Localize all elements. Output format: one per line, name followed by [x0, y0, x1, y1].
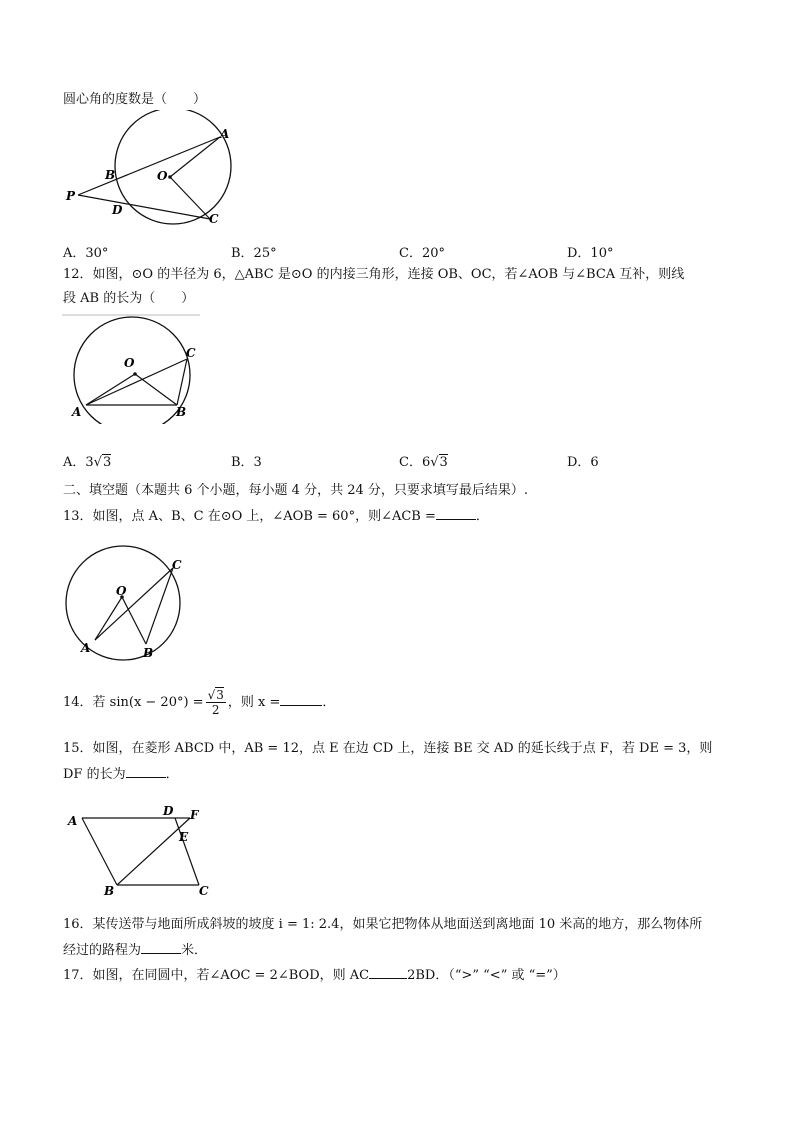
q12-option-a: A．3√3: [63, 455, 112, 470]
q13-label-c: C: [172, 558, 182, 572]
q12-figure: [62, 312, 202, 424]
q13-label-a: A: [81, 641, 91, 655]
section-2-title: 二、填空题（本题共 6 个小题，每小题 4 分，共 24 分，只要求填写最后结果）.: [63, 483, 529, 498]
q14-fraction: $\frac{√3}{2}$: [207, 688, 224, 717]
q17-answer-blank[interactable]: [369, 966, 407, 979]
q11-tail-text: 圆心角的度数是（ ）: [63, 92, 207, 107]
q12-option-b: B．3: [231, 455, 262, 470]
q12-label-c: C: [186, 346, 196, 360]
q15-text-line2: DF 的长为 ．: [63, 767, 179, 782]
q12-label-a: A: [72, 405, 82, 419]
q11-option-a: A．30°: [63, 246, 109, 261]
q12-text-line2: 段 AB 的长为（ ）: [63, 291, 195, 306]
q12-label-b: B: [176, 405, 187, 419]
q16-text-line1: 16．某传送带与地面所成斜坡的坡度 i = 1: 2.4，如果它把物体从地面送到离地面 10 米高的地方，那么物体所: [63, 917, 703, 932]
q15-label-a: A: [68, 814, 78, 828]
q15-label-e: E: [179, 830, 189, 844]
q14-answer-blank[interactable]: [280, 693, 322, 706]
q15-label-c: C: [199, 884, 209, 898]
q12-option-c: C．6√3: [399, 455, 448, 470]
q11-option-c: C．20°: [399, 246, 445, 261]
q12-text-line1: 12．如图，⊙O 的半径为 6，△ABC 是⊙O 的内接三角形，连接 OB、OC，若∠AOB 与∠BCA 互补，则线: [63, 267, 685, 282]
q11-label-b: B: [105, 168, 116, 182]
q12-option-d: D．6: [567, 455, 599, 470]
q17-text: 17．如图，在同圆中，若∠AOC = 2∠BOD，则 AC 2BD．（“>” “<” 或 “=”）: [63, 968, 566, 983]
q15-label-d: D: [163, 805, 174, 818]
q15-answer-blank[interactable]: [126, 765, 166, 778]
q13-label-o: O: [116, 584, 127, 598]
q15-figure: [62, 805, 222, 900]
q11-label-p: P: [66, 189, 76, 203]
q13-answer-blank[interactable]: [436, 507, 476, 520]
q15-text-line1: 15．如图，在菱形 ABCD 中，AB = 12，点 E 在边 CD 上，连接 BE 交 AD 的延长线于点 F，若 DE = 3，则: [63, 741, 713, 756]
q11-label-o: O: [157, 169, 168, 183]
q15-label-f: F: [190, 808, 199, 822]
q11-label-d: D: [112, 203, 123, 217]
q13-label-b: B: [143, 646, 154, 660]
q11-label-c: C: [209, 212, 219, 226]
q11-option-b: B．25°: [231, 246, 277, 261]
q11-figure: [60, 110, 235, 240]
q12-label-o: O: [124, 356, 135, 370]
q15-label-b: B: [104, 884, 115, 898]
q16-text-line2: 经过的路程为 米．: [63, 943, 208, 958]
q11-option-d: D．10°: [567, 246, 614, 261]
q11-label-a: A: [220, 127, 230, 141]
q14-text: 14．若 sin(x − 20°) = $\frac{√3}{2}$ ，则 x = ．: [63, 688, 336, 717]
q13-text: 13．如图，点 A、B、C 在⊙O 上，∠AOB = 60°，则∠ACB = ．: [63, 509, 489, 524]
q13-figure: [62, 540, 192, 662]
q16-answer-blank[interactable]: [141, 941, 181, 954]
